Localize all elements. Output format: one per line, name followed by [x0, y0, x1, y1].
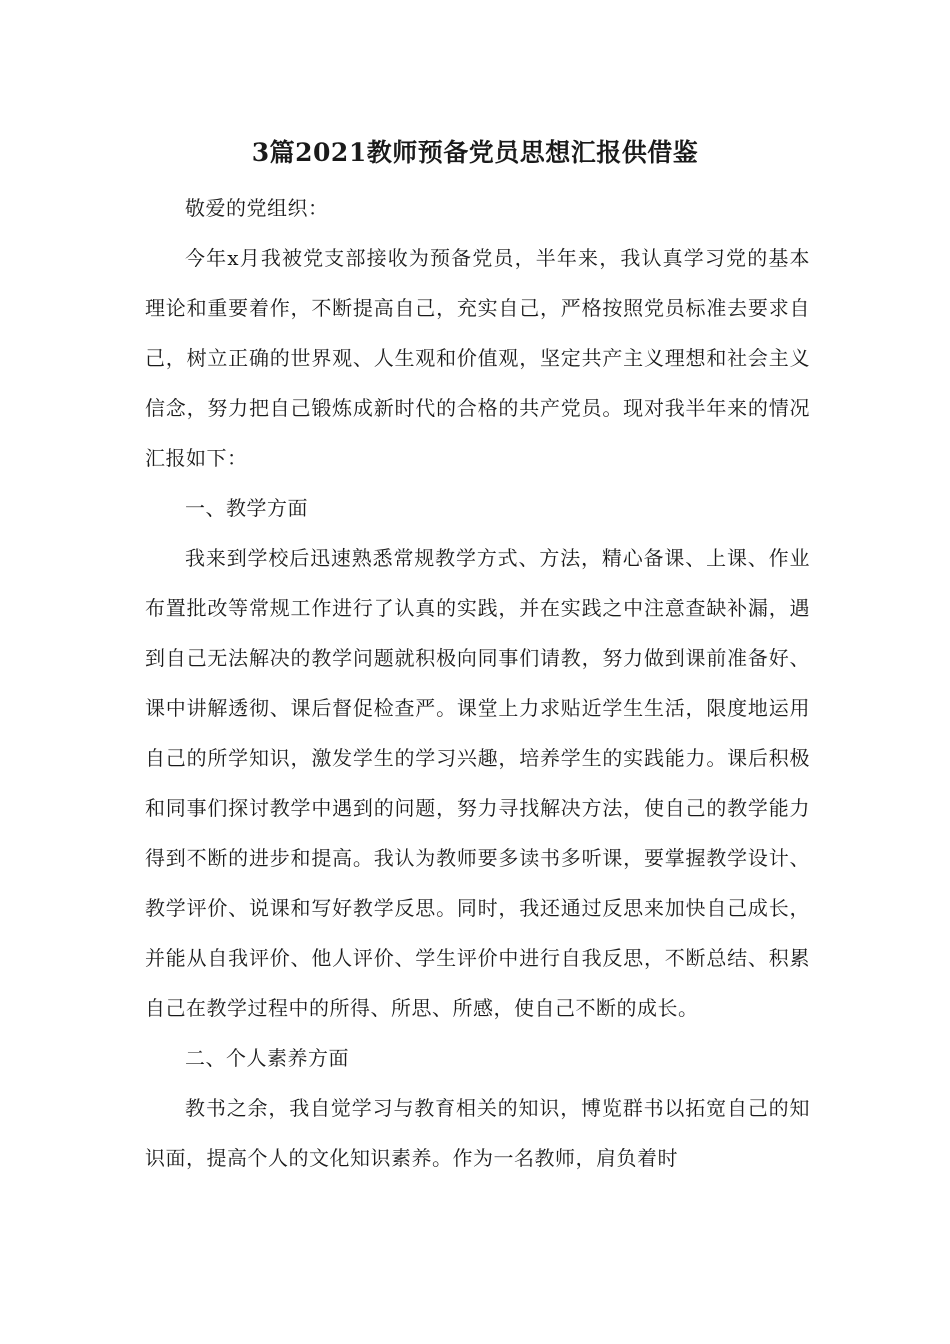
section-heading-teaching: 一、教学方面: [185, 496, 308, 520]
paragraph-teaching: 我来到学校后迅速熟悉常规教学方式、方法，精心备课、上课、作业布置批改等常规工作进行了认真的实践，并在实践之中注意查缺补漏，遇到自己无法解决的教学问题就积极向同事们请教，努力做到课前准备好、课中讲解透彻、课后督促检查严。课堂上力求贴近学生生活，限度地运用自己的所学知识，激发学生的学习兴趣，培养学生的实践能力。课后积极和同事们探讨教学中遇到的问题，努力寻找解决方法，使自己的教学能力得到不断的进步和提高。我认为教师要多读书多听课，要掌握教学设计、教学评价、说课和写好教学反思。同时，我还通过反思来加快自己成长，并能从自我评价、他人评价、学生评价中进行自我反思，不断总结、积累自己在教学过程中的所得、所思、所感，使自己不断的成长。: [145, 546, 810, 1020]
paragraph-intro: 今年x月我被党支部接收为预备党员，半年来，我认真学习党的基本理论和重要着作，不断提高自己，充实自己，严格按照党员标准去要求自己，树立正确的世界观、人生观和价值观，坚定共产主义理想和社会主义信念，努力把自己锻炼成新时代的合格的共产党员。现对我半年来的情况汇报如下：: [145, 246, 810, 470]
salutation: 敬爱的党组织：: [185, 196, 329, 220]
paragraph-personal: 教书之余，我自觉学习与教育相关的知识，博览群书以拓宽自己的知识面，提高个人的文化知识素养。作为一名教师，肩负着时: [145, 1096, 810, 1170]
document-body: [145, 183, 810, 1183]
document-title: 3篇2021教师预备党员思想汇报供借鉴: [251, 138, 699, 167]
section-heading-personal: 二、个人素养方面: [185, 1046, 349, 1070]
